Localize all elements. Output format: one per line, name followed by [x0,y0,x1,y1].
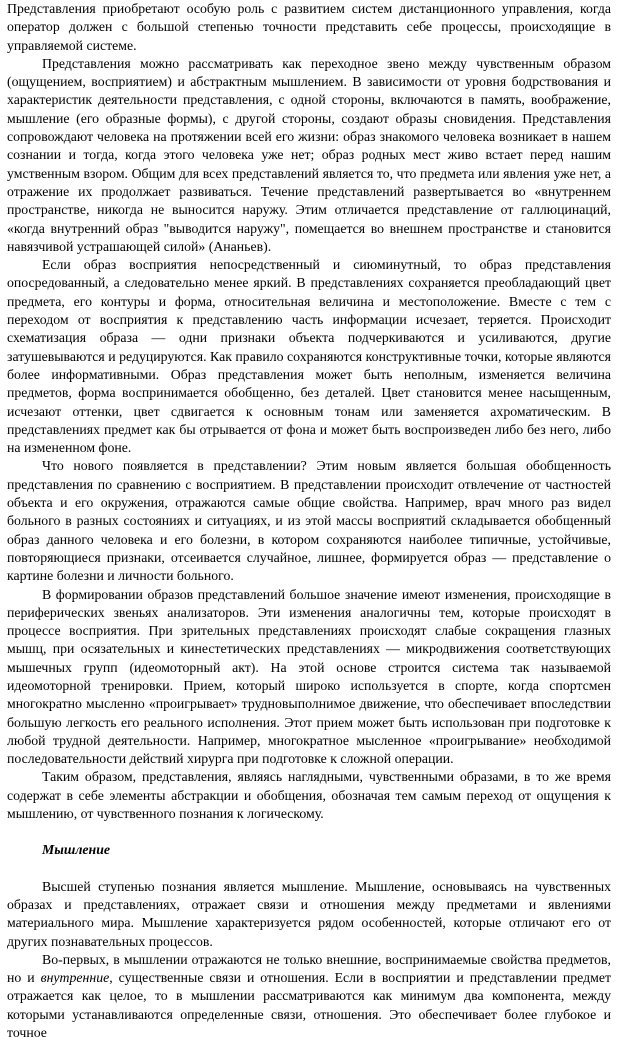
paragraph-5: В формировании образов представлений большое значение имеют изменения, происходящие в периферических звеньях анализаторов. Эти изменения аналогичны тем, которые происходят в процессе восприятия. При зрительных представлениях происходят слабые сокращения глазных мышц, при осязательных и кинестетических представлениях — микродвижения соответствующих мышечных групп (идеомоторный акт). На этой основе строится система так называемой идеомоторной тренировки. Прием, который широко используется в спорте, когда спортсмен многократно мысленно «проигрывает» трудновыполнимое движение, что обеспечивает впоследствии большую легкость его реального исполнения. Этот прием может быть использован при подготовке к любой трудной деятельности. Например, многократное мысленное «проигрывание» необходимой последовательности действий хирурга при подготовке к сложной операции. [7,586,611,767]
section-heading: Мышление [42,842,110,858]
paragraph-4: Что нового появляется в представлении? Этим новым является большая обобщенность представления по сравнению с восприятием. В представлении происходит отвлечение от частностей объекта и его окружения, отражаются самые общие свойства. Например, врач много раз видел больного в разных состояниях и ситуациях, и из этой массы восприятий складывается обобщенный образ данного человека и его болезни, в котором сохраняются наиболее типичные, устойчивые, повторяющиеся признаки, отсеивается случайное, лишнее, формируется образ — представление о картине болезни и личности больного. [7,458,611,584]
emphasis-word: внутренние [40,970,110,986]
paragraph-8-end: , существенные связи и отношения. Если в восприятии и представлении предмет отражается как целое, то в мышлении рассматриваются как минимум два компонента, между которыми устанавливаются определенные связи, отношения. Это обеспечивает более глубокое и точное [7,970,611,1041]
paragraph-3: Если образ восприятия непосредственный и сиюминутный, то образ представления опосредованный, а следовательно менее яркий. В представлениях сохраняется преобладающий цвет предмета, его контуры и форма, относительная величина и местоположение. Вместе с тем с переходом от восприятия к представлению часть информации исчезает, теряется. Происходит схематизация образа — одни признаки объекта подчеркиваются и усиливаются, другие затушевываются и редуцируются. Как правило сохраняются конструктивные точки, которые являются более информативными. Образ представления может быть неполным, изменяется величина предметов, форма воспринимается обобщенно, без деталей. Цвет становится менее насыщенным, исчезают оттенки, цвет сдвигается к основным тонам или заменяется ахроматическим. В представлениях предмет как бы отрывается от фона и может быть воспроизведен либо без него, либо на измененном фоне. [7,257,611,456]
paragraph-2: Представления можно рассматривать как переходное звено между чувственным образом (ощущением, восприятием) и абстрактным мышлением. В зависимости от уровня бодрствования и характеристик деятельности представления, с одной стороны, включаются в память, воображение, мышление (его образные формы), с другой стороны, создают образы сновидения. Представления сопровождают человека на протяжении всей его жизни: образ знакомого человека возникает в нашем сознании и тогда, когда этого человека уже нет; образ родных мест живо встает перед нашим умственным взором. Общим для всех представлений является то, что предмета или явления уже нет, а отражение их продолжает развиваться. Течение представлений развертывается во «внутреннем пространстве, никогда не выносится наружу. Этим отличается представление от галлюцинаций, «когда внутренний образ "выводится наружу", помещается во внешнем пространстве и становится навязчивой устрашающей силой» (Ананьев). [7,55,611,254]
paragraph-1: Представления приобретают особую роль с развитием систем дистанционного управления, когда оператор должен с большой степенью точности представить себе процессы, происходящие в управляемой системе. [7,1,611,53]
paragraph-6: Таким образом, представления, являясь наглядными, чувственными образами, в то же время содержат в себе элементы абстракции и обобщения, обозначая тем самым переход от ощущения к мышлению, от чувственного познания к логическому. [7,769,611,822]
paragraph-8 [7,951,611,1042]
document-page [7,0,611,1042]
paragraph-8-start: Во-первых, в мышлении отражаются не только внешние, воспринимаемые свойства предметов, но и [7,951,611,986]
paragraph-7: Высшей ступенью познания является мышление. Мышление, основываясь на чувственных образах и представлениях, отражает связи и отношения между предметами и явлениями материального мира. Мышление характеризуется рядом особенностей, которые отличают его от других познавательных процессов. [7,878,611,949]
